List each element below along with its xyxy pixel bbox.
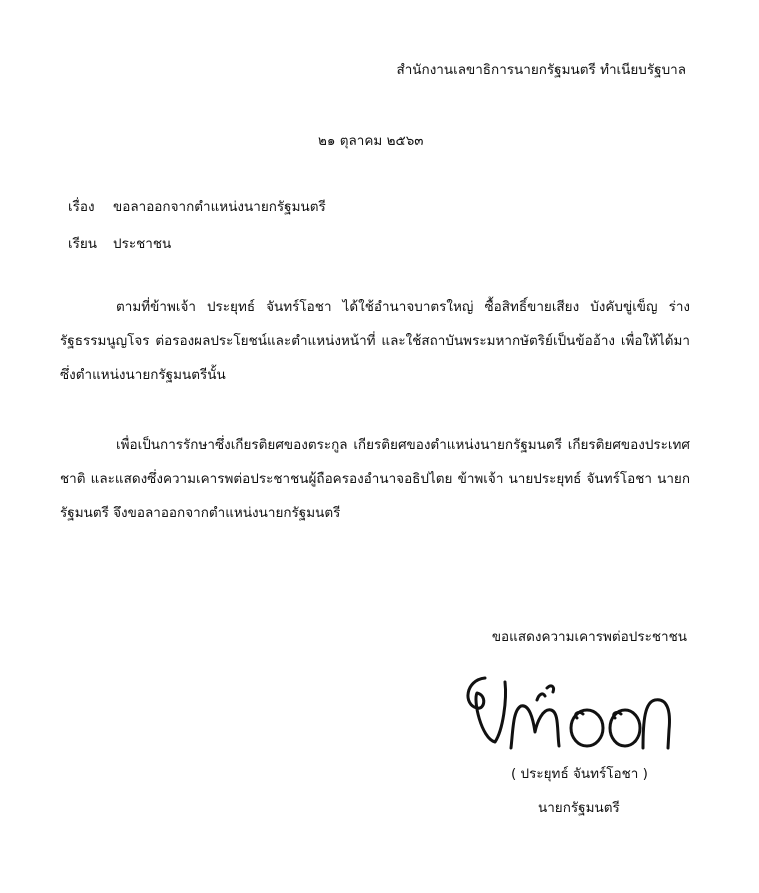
subject-text: ขอลาออกจากตำแหน่งนายกรัฐมนตรี	[113, 199, 326, 215]
signer-name: ( ประยุทธ์ จันทร์โอชา )	[511, 766, 648, 782]
recipient-label: เรียน	[68, 236, 98, 252]
sender-office: สำนักงานเลขาธิการนายกรัฐมนตรี ทำเนียบรัฐบาล	[396, 62, 686, 78]
body-paragraph-1: ตามที่ข้าพเจ้า ประยุทธ์ จันทร์โอชา ได้ใช้อำนาจบาตรใหญ่ ซื้อสิทธิ์ขายเสียง บังคับขู่เข็ญ ร่างรัฐธรรมนูญโจร ต่อรองผลประโยชน์และตำแหน่งหน้าที่ และใช้สถาบันพระมหากษัตริย์เป็นข้ออ้าง เพื่อให้ได้มาซึ่งตำแหน่งนายกรัฐมนตรีนั้น	[60, 299, 690, 383]
subject-label: เรื่อง	[68, 199, 95, 215]
letter-date: ๒๑ ตุลาคม ๒๕๖๓	[318, 133, 424, 149]
recipient-text: ประชาชน	[113, 236, 172, 252]
body-paragraph-2: เพื่อเป็นการรักษาซึ่งเกียรติยศของตระกูล เกียรติยศของตำแหน่งนายกรัฐมนตรี เกียรติยศของประเทศชาติ และแสดงซึ่งความเคารพต่อประชาชนผู้ถือครองอำนาจอธิปไตย ข้าพเจ้า นายประยุทธ์ จันทร์โอชา นายกรัฐมนตรี จึงขอลาออกจากตำแหน่งนายกรัฐมนตรี	[60, 437, 690, 521]
signer-position: นายกรัฐมนตรี	[538, 800, 620, 816]
closing-line: ขอแสดงความเคารพต่อประชาชน	[491, 629, 687, 645]
handwritten-signature	[455, 660, 675, 755]
